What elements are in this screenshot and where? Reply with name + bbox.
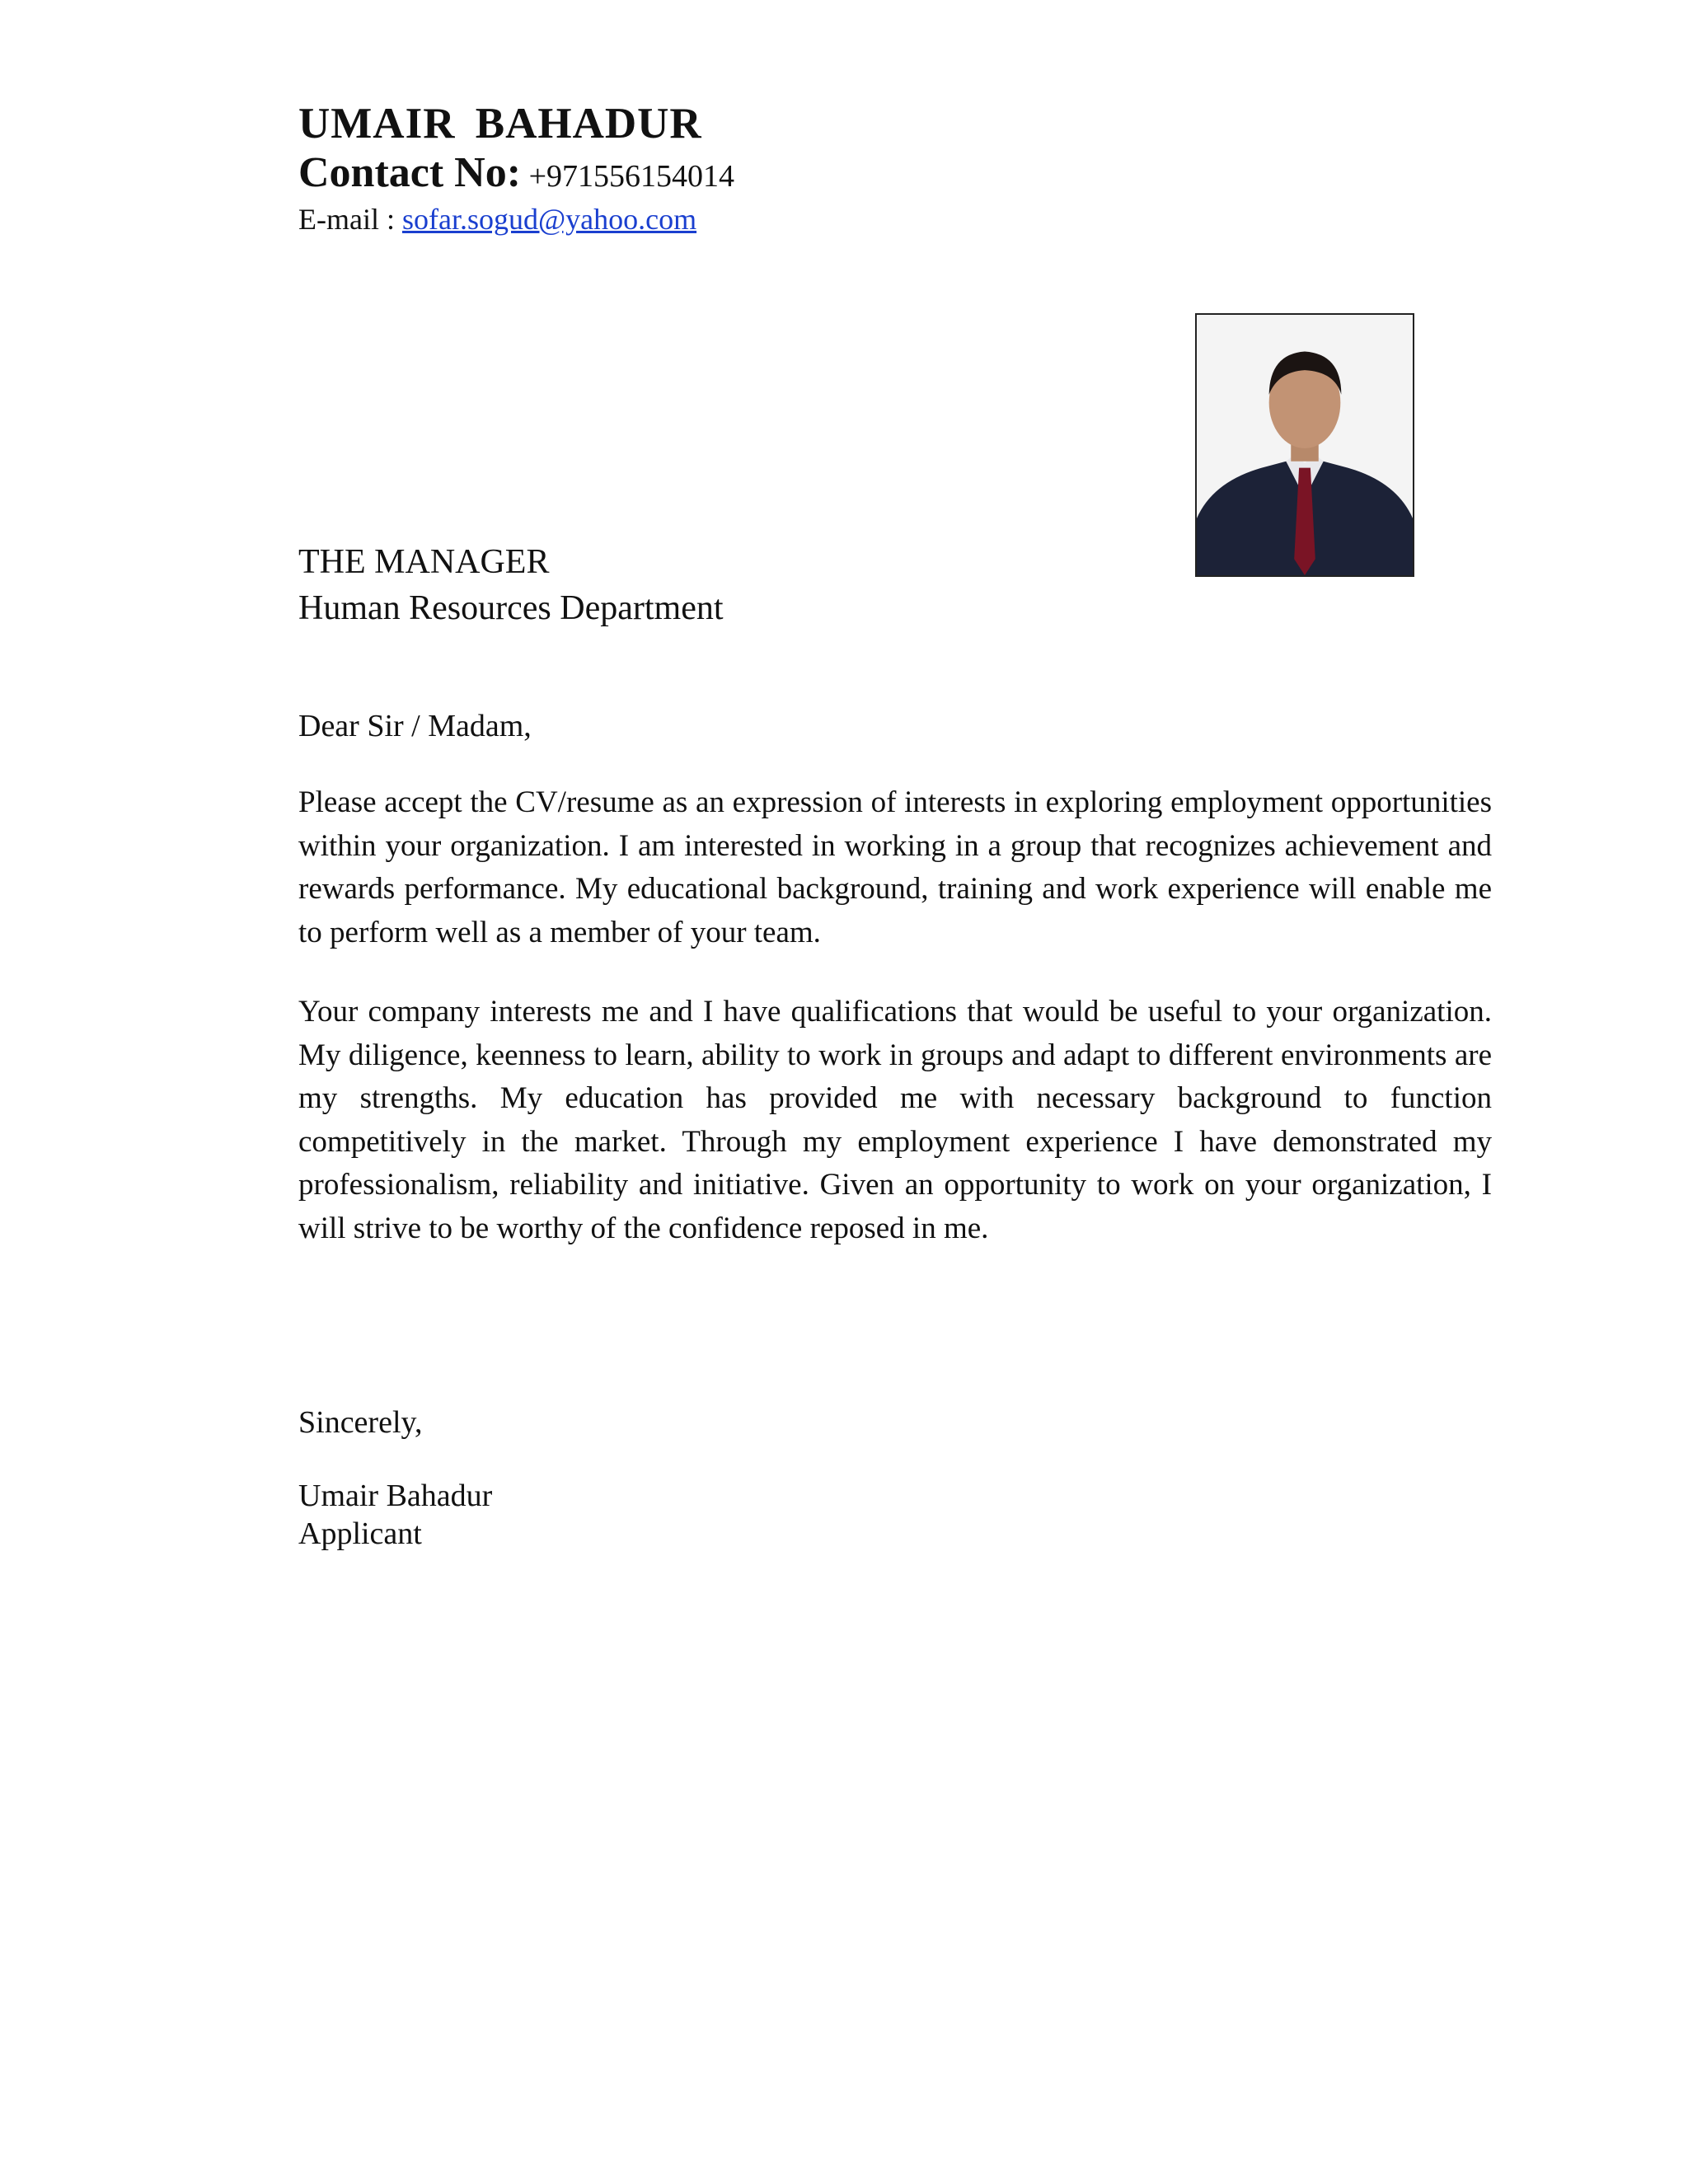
contact-number: +971556154014 [521, 159, 734, 194]
signer-name: Umair Bahadur [298, 1479, 493, 1513]
signature-block [298, 1477, 492, 1553]
email-line [298, 199, 696, 239]
recipient-block [298, 539, 724, 631]
email-label: E-mail : [298, 203, 402, 236]
contact-label: Contact No: [298, 149, 522, 196]
salutation: Dear Sir / Madam, [298, 709, 532, 743]
recipient-title: THE MANAGER [298, 543, 550, 581]
applicant-photo [1195, 313, 1414, 577]
paragraph-1: Please accept the CV/resume as an expression of interests in exploring employment opportunities within your organization. I am interested in working in a group that recognizes achievement and rewards performance. My educational background, training and work experience will enable me to perform well as a member of your team. [298, 785, 1492, 949]
paragraph-2: Your company interests me and I have qualifications that would be useful to your organization. My diligence, keenness to learn, ability to work in groups and adapt to different environments are my strengths. My education has provided me with necessary background to function competitively in the market. Through my employment experience I have demonstrated my professionalism, reliability and initiative. Given an opportunity to work on your organization, I will strive to be worthy of the confidence reposed in me. [298, 995, 1492, 1245]
closing: Sincerely, [298, 1405, 423, 1440]
signer-title: Applicant [298, 1516, 422, 1551]
applicant-name: UMAIR BAHADUR [298, 100, 702, 148]
contact-line [298, 148, 734, 201]
applicant-photo-icon [1197, 315, 1413, 575]
recipient-department: Human Resources Department [298, 589, 724, 627]
email-link[interactable]: sofar.sogud@yahoo.com [401, 203, 697, 236]
